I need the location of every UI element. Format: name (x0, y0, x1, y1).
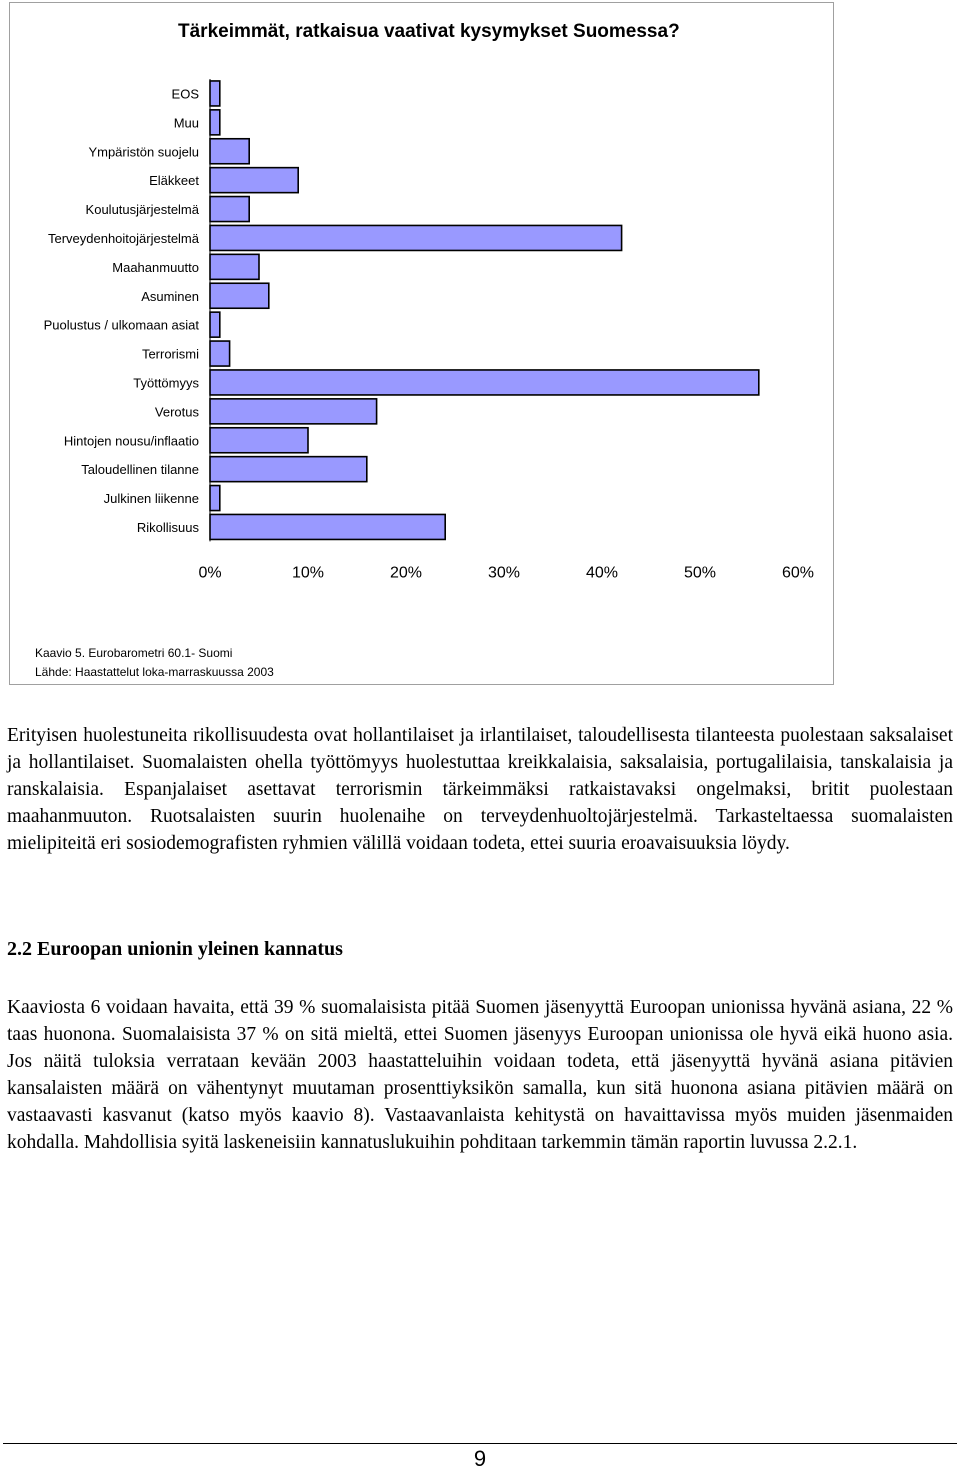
x-tick-label: 50% (683, 564, 717, 582)
bar (210, 81, 220, 106)
category-label: Eläkkeet (149, 173, 199, 189)
chart-source-note: Lähde: Haastattelut loka-marraskuussa 2003 (35, 665, 274, 679)
bar (210, 399, 377, 424)
bar (210, 197, 249, 222)
x-tick-label: 10% (291, 564, 325, 582)
category-label: Hintojen nousu/inflaatio (63, 433, 199, 449)
category-label: Ympäristön suojelu (88, 144, 199, 160)
category-label: Verotus (154, 404, 199, 420)
bar (210, 486, 220, 511)
bar (210, 283, 269, 308)
category-label: Taloudellinen tilanne (81, 462, 199, 478)
x-tick-label: 20% (389, 564, 423, 582)
bar (210, 254, 259, 279)
chart-title: Tärkeimmät, ratkaisua vaativat kysymykset Suomessa? (178, 21, 680, 42)
bar (210, 312, 220, 337)
x-tick-label: 60% (781, 564, 815, 582)
bar (210, 110, 220, 135)
bar (210, 428, 308, 453)
category-label: Asuminen (141, 288, 199, 304)
bar (210, 139, 249, 164)
category-label: Koulutusjärjestelmä (85, 202, 199, 218)
body-paragraph-1: Erityisen huolestuneita rikollisuudesta ovat hollantilaiset ja irlantilaiset, taloudellisesta tilanteesta puolestaan saksalaiset ja hollantilaiset. Suomalaisten ohella työttömyys huolestuttaa kreikkalaisia, saksalaisia, portugalilaisia, tanskalaisia ja ranskalaisia. Espanjalaiset asettavat terrorismin tärkeimmäksi ratkaistavaksi ongelmaksi, britit puolestaan maahanmuuton. Ruotsalaisten suurin huolenaihe on terveydenhuoltojärjestelmä. Tarkasteltaessa suomalaisten mielipiteitä eri sosiodemografisten ryhmien välillä voidaan todeta, ettei suuria eroavaisuuksia löydy. (7, 725, 953, 854)
footer-divider (3, 1443, 957, 1444)
bar (210, 168, 298, 193)
x-tick-label: 40% (585, 564, 619, 582)
category-label: Terveydenhoitojärjestelmä (47, 230, 199, 246)
bar (210, 370, 759, 395)
body-paragraph-2: Kaaviosta 6 voidaan havaita, että 39 % suomalaisista pitää Suomen jäsenyyttä Euroopan unionissa hyvänä asiana, 22 % taas huonona. Suomalaisista 37 % on sitä mieltä, ettei Suomen jäsenyys Euroopan unionissa ole hyvä eikä huono asia. Jos näitä tuloksia verrataan kevään 2003 haastatteluihin voidaan todeta, että jäsenyyttä hyvänä asiana pitävien kansalaisten määrä on vähentynyt muutaman prosenttiyksikön samalla, kun sitä huonona asiana pitävien määrä on vastaavasti kasvanut (katso myös kaavio 8). Vastaavanlaista kehitystä on havaittavissa myös muiden jäsenmaiden kohdalla. Mahdollisia syitä laskeneisiin kannatuslukuihin pohditaan tarkemmin tämän raportin luvussa 2.2.1. (7, 997, 953, 1153)
category-label: Muu (173, 115, 199, 131)
bar-chart (10, 3, 833, 684)
category-label: EOS (171, 86, 199, 102)
x-tick-label: 30% (487, 564, 521, 582)
category-label: Rikollisuus (136, 519, 199, 535)
chart-container (9, 2, 834, 685)
bar (210, 514, 445, 539)
category-label: Julkinen liikenne (103, 491, 199, 507)
category-label: Työttömyys (133, 375, 199, 391)
category-label: Terrorismi (141, 346, 199, 362)
bar (210, 457, 367, 482)
x-tick-label: 0% (198, 564, 222, 582)
chart-source-caption: Kaavio 5. Eurobarometri 60.1- Suomi (35, 646, 233, 660)
category-label: Puolustus / ulkomaan asiat (43, 317, 199, 333)
page-number: 9 (473, 1446, 487, 1471)
bar (210, 341, 230, 366)
section-heading: 2.2 Euroopan unionin yleinen kannatus (7, 938, 343, 960)
bar (210, 225, 622, 250)
category-label: Maahanmuutto (112, 259, 199, 275)
